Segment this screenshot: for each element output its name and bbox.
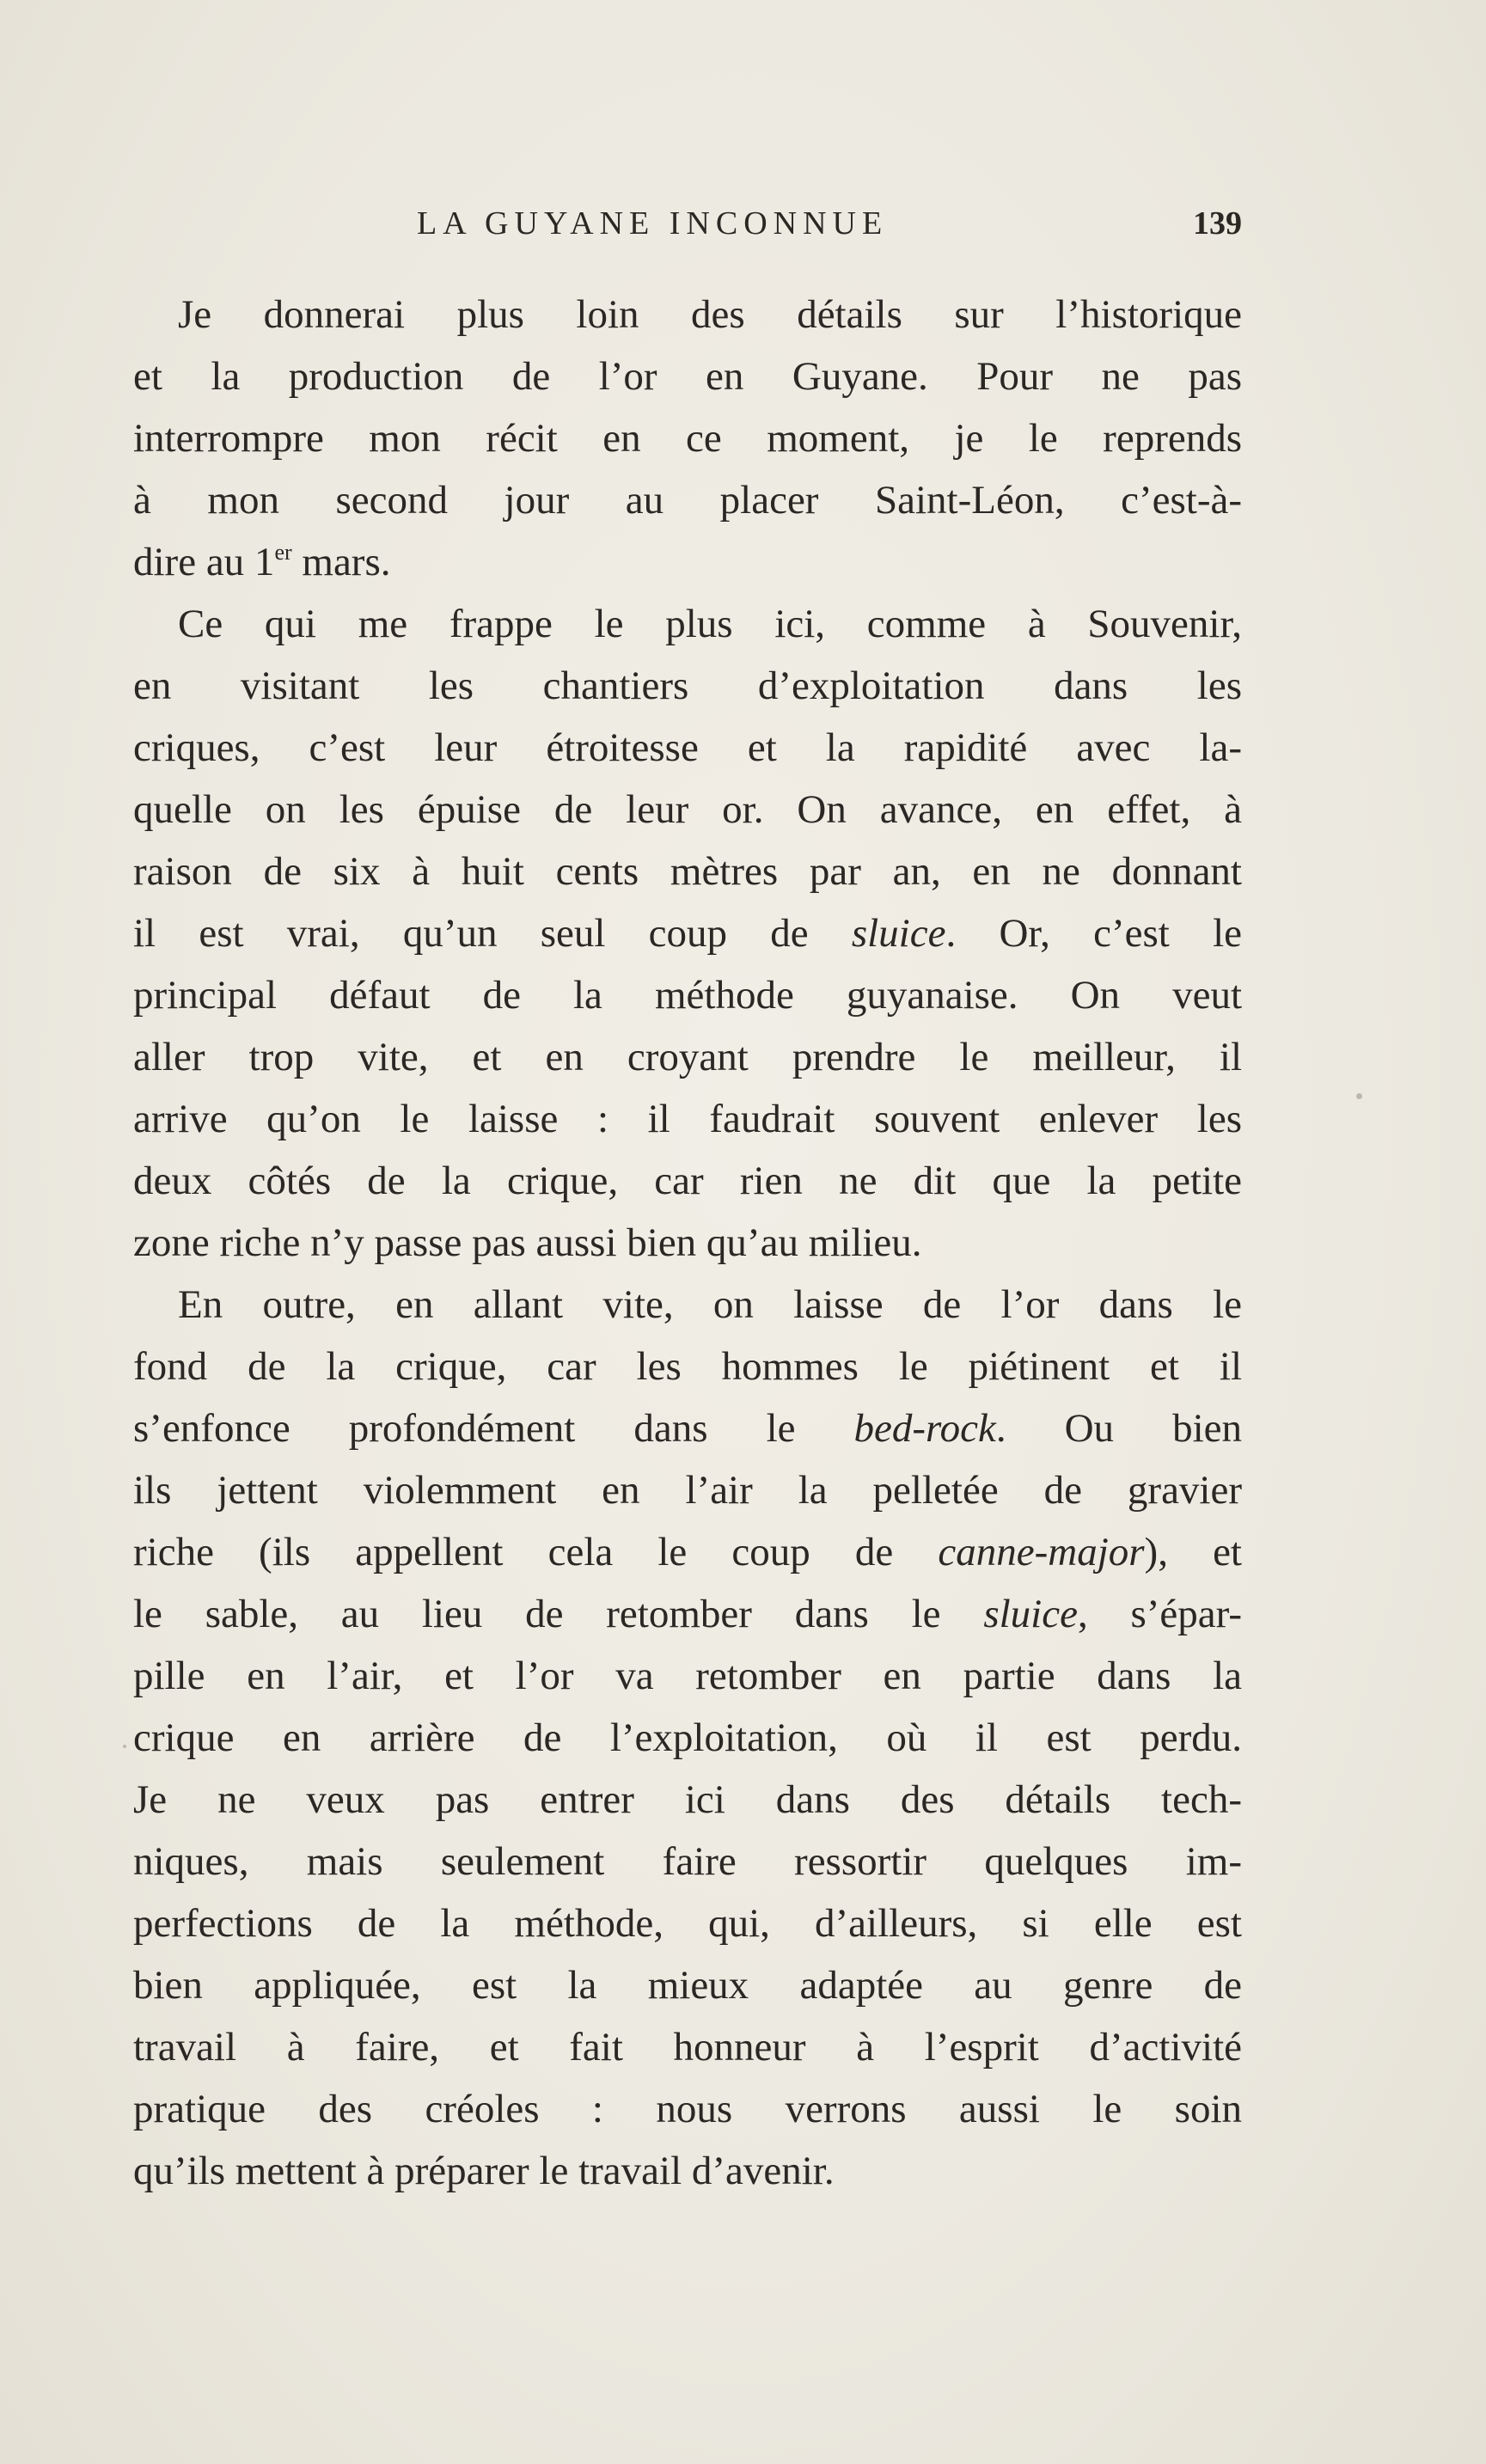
text-line: quelle on les épuise de leur or. On avance, en effet, à <box>133 787 1242 832</box>
paper-speck <box>1356 1093 1362 1099</box>
text-line: aller trop vite, et en croyant prendre le meilleur, il <box>133 1035 1242 1079</box>
text-line: crique en arrière de l’exploitation, où il est perdu. <box>133 1715 1242 1760</box>
text-line: pille en l’air, et l’or va retomber en partie dans la <box>133 1654 1242 1698</box>
italic-term: sluice <box>983 1592 1078 1636</box>
text-line: deux côtés de la crique, car rien ne dit que la petite <box>133 1159 1242 1203</box>
italic-term: bed-rock <box>853 1406 996 1451</box>
text-line: fond de la crique, car les hommes le piétinent et il <box>133 1344 1242 1389</box>
text-line: et la production de l’or en Guyane. Pour ne pas <box>133 354 1242 399</box>
page-header <box>133 205 1242 248</box>
text-line: pratique des créoles : nous verrons aussi le soin <box>133 2087 1242 2131</box>
text-line: il est vrai, qu’un seul coup de sluice. Or, c’est le <box>133 911 1243 956</box>
text-line: zone riche n’y passe pas aussi bien qu’au milieu. <box>133 1220 922 1265</box>
text-line: bien appliquée, est la mieux adaptée au genre de <box>133 1963 1242 2008</box>
text-line: perfections de la méthode, qui, d’ailleurs, si elle est <box>133 1901 1242 1946</box>
italic-term: sluice <box>851 911 946 956</box>
paper-speck <box>123 1745 126 1748</box>
text-line: interrompre mon récit en ce moment, je le reprends <box>133 416 1242 461</box>
text-line: principal défaut de la méthode guyanaise. On veut <box>133 973 1242 1018</box>
text-line: ils jettent violemment en l’air la pelletée de gravier <box>133 1468 1242 1513</box>
text-line: à mon second jour au placer Saint-Léon, c’est-à- <box>133 478 1242 523</box>
text-line: s’enfonce profondément dans le bed-rock. Ou bien <box>133 1406 1242 1451</box>
running-title: LA GUYANE INCONNUE <box>417 205 889 242</box>
text-line: criques, c’est leur étroitesse et la rapidité avec la- <box>133 725 1242 770</box>
text-line: dire au 1er mars. <box>133 540 391 584</box>
text-line: travail à faire, et fait honneur à l’esprit d’activité <box>133 2025 1242 2070</box>
text-line: en visitant les chantiers d’exploitation dans les <box>133 663 1242 708</box>
page-number: 139 <box>1193 205 1242 242</box>
text-line: Ce qui me frappe le plus ici, comme à Souvenir, <box>178 602 1242 646</box>
text-line: qu’ils mettent à préparer le travail d’avenir. <box>133 2149 835 2193</box>
text-line: Je ne veux pas entrer ici dans des détails tech- <box>133 1777 1242 1822</box>
text-line: riche (ils appellent cela le coup de canne-major), et <box>133 1530 1242 1574</box>
superscript: er <box>274 540 292 565</box>
text-line: le sable, au lieu de retomber dans le sluice, s’épar- <box>133 1592 1242 1636</box>
text-line: niques, mais seulement faire ressortir quelques im- <box>133 1839 1242 1884</box>
text-line: raison de six à huit cents mètres par an, en ne donnant <box>133 849 1242 894</box>
body-text <box>133 284 1242 2202</box>
text-line: arrive qu’on le laisse : il faudrait souvent enlever les <box>133 1097 1242 1141</box>
italic-term: canne-major <box>938 1530 1145 1574</box>
text-line: Je donnerai plus loin des détails sur l’historique <box>178 292 1242 337</box>
text-line: En outre, en allant vite, on laisse de l’or dans le <box>178 1282 1242 1327</box>
